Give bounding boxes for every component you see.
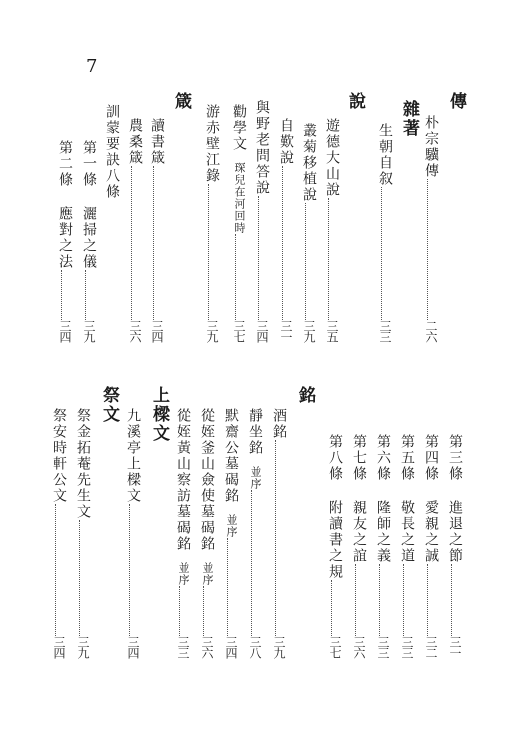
toc-page-number: 三三 (400, 636, 414, 658)
toc-entry-title: 第六條 隆師之義 (375, 434, 391, 564)
toc-entry-title: 第五條 敬長之道 (399, 434, 415, 564)
toc-entry-title: 九溪亭上樑文 (125, 408, 141, 504)
toc-entry (128, 118, 142, 342)
dot-leader (58, 270, 62, 320)
toc-entry (448, 434, 462, 658)
toc-entry (400, 434, 414, 658)
toc-entry (105, 104, 119, 200)
toc-page-number: 三四 (126, 636, 140, 658)
dot-leader (128, 166, 132, 320)
toc-entry-title: 朴宗驥傳 (423, 115, 439, 179)
toc-page-number: 三四 (224, 636, 238, 658)
toc-page-number: 三六 (352, 636, 366, 658)
toc-page-number: 三九 (302, 320, 316, 342)
toc-page-number: 二六 (424, 320, 438, 342)
dot-leader (205, 184, 209, 320)
toc-page-number: 三二 (424, 636, 438, 658)
section-heading (400, 100, 417, 138)
toc-page-number: 三七 (232, 320, 246, 342)
toc-page-number: 三四 (58, 320, 72, 342)
toc-entry (232, 104, 246, 342)
toc-page-number: 三四 (52, 636, 66, 658)
toc-page-number: 三六 (200, 636, 214, 658)
toc-entry (176, 408, 190, 658)
toc-page-number: 三五 (325, 320, 339, 342)
toc-entry (352, 434, 366, 658)
page-number: 7 (86, 56, 98, 77)
toc-entry-title: 第二條 應對之法 (57, 140, 73, 270)
section-heading-label: 祭文 (99, 386, 119, 424)
section-heading (172, 92, 189, 111)
section-heading (447, 92, 464, 111)
toc-entry-title: 從姪釜山僉使墓碣銘 (199, 408, 215, 552)
toc-entry-title: 第七條 親友之誼 (351, 434, 367, 564)
toc-entry (224, 408, 238, 658)
toc-entry-title: 靜坐銘 (247, 408, 263, 456)
toc-entry-title: 第四條 愛親之誠 (423, 434, 439, 564)
toc-page-number: 三四 (255, 320, 269, 342)
dot-leader (376, 564, 380, 636)
dot-leader (378, 187, 382, 320)
toc-entry-title: 訓蒙要訣八條 (104, 104, 120, 200)
section-heading (100, 386, 117, 424)
dot-leader (325, 198, 329, 320)
toc-entry-title: 酒銘 (271, 408, 287, 440)
toc-entry (376, 434, 390, 658)
toc-page-number: 三一 (279, 320, 293, 342)
dot-leader (328, 580, 332, 636)
toc-entry-title: 從姪黃山察訪墓碣銘 (175, 408, 191, 552)
section-heading-label: 銘 (295, 386, 315, 405)
dot-leader (126, 504, 130, 636)
toc-entry-title: 祭安時軒公文 (51, 408, 67, 504)
toc-entry-note: 並序 (225, 514, 238, 538)
toc-entry-title: 讀書箴 (149, 118, 165, 166)
toc-page-number: 三四 (150, 320, 164, 342)
toc-entry-title: 第八條 附讀書之規 (327, 434, 343, 580)
section-heading (346, 92, 363, 111)
toc-entry-title: 默齋公墓碣銘 (223, 408, 239, 504)
toc-entry (302, 123, 316, 342)
dot-leader (279, 166, 283, 320)
section-heading (296, 386, 313, 405)
section-heading-label: 箴 (171, 92, 191, 111)
dot-leader (224, 538, 228, 636)
toc-entry (424, 434, 438, 658)
dot-leader (200, 586, 204, 636)
dot-leader (424, 564, 428, 636)
toc-entry-note: 並序 (249, 466, 262, 490)
dot-leader (272, 440, 276, 636)
toc-entry (52, 408, 66, 658)
toc-entry (248, 408, 262, 658)
toc-entry-title: 生朝自叙 (377, 123, 393, 187)
dot-leader (232, 234, 236, 320)
dot-leader (52, 504, 56, 636)
toc-entry-note: 琛兒在河回時 (233, 162, 246, 234)
toc-entry (378, 123, 392, 342)
toc-entry (205, 104, 219, 342)
dot-leader (82, 270, 86, 320)
toc-page-number: 三九 (76, 636, 90, 658)
toc-entry-title: 祭金拓菴先生文 (75, 408, 91, 520)
toc-page-number: 三八 (248, 636, 262, 658)
toc-entry-title: 第一條 灑掃之儀 (81, 140, 97, 270)
dot-leader (448, 564, 452, 636)
dot-leader (400, 564, 404, 636)
toc-page-number: 三九 (205, 320, 219, 342)
toc-entry (279, 118, 293, 342)
section-heading-label: 說 (345, 92, 365, 111)
dot-leader (176, 586, 180, 636)
section-heading-label: 傳 (446, 92, 466, 111)
toc-page-number: 三九 (82, 320, 96, 342)
section-heading (150, 386, 167, 443)
toc-entry (328, 434, 342, 658)
section-heading-label: 雜著 (399, 100, 419, 138)
toc-entry-note: 並序 (177, 562, 190, 586)
section-heading-label: 上樑文 (149, 386, 169, 443)
toc-page-number: 三六 (128, 320, 142, 342)
toc-entry (200, 408, 214, 658)
toc-entry (150, 118, 164, 342)
toc-page-number: 三一 (448, 636, 462, 658)
toc-entry (126, 408, 140, 658)
toc-entry-title: 第三條 進退之節 (447, 434, 463, 564)
toc-entry-title: 遊德大山說 (324, 118, 340, 198)
toc-entry-title: 自歎說 (278, 118, 294, 166)
toc-entry (58, 140, 72, 342)
dot-leader (255, 196, 259, 320)
toc-entry-title: 勸學文 (231, 104, 247, 152)
dot-leader (150, 166, 154, 320)
toc-page-number: 三三 (378, 320, 392, 342)
toc-entry-title: 叢菊移植說 (301, 123, 317, 203)
toc-entry (82, 140, 96, 342)
toc-entry-note: 並序 (201, 562, 214, 586)
dot-leader (248, 490, 252, 636)
toc-entry (76, 408, 90, 658)
toc-page-number: 三三 (176, 636, 190, 658)
toc-page-number: 三七 (328, 636, 342, 658)
toc-entry (272, 408, 286, 658)
dot-leader (352, 564, 356, 636)
toc-entry (255, 100, 269, 342)
toc-entry-title: 農桑箴 (127, 118, 143, 166)
dot-leader (76, 520, 80, 636)
dot-leader (424, 179, 428, 320)
toc-entry-title: 與野老問答說 (254, 100, 270, 196)
toc-entry (325, 118, 339, 342)
toc-page-number: 三九 (272, 636, 286, 658)
toc-page-number: 三三 (376, 636, 390, 658)
toc-entry-title: 游赤壁江錄 (204, 104, 220, 184)
toc-entry (424, 115, 438, 342)
dot-leader (302, 203, 306, 320)
